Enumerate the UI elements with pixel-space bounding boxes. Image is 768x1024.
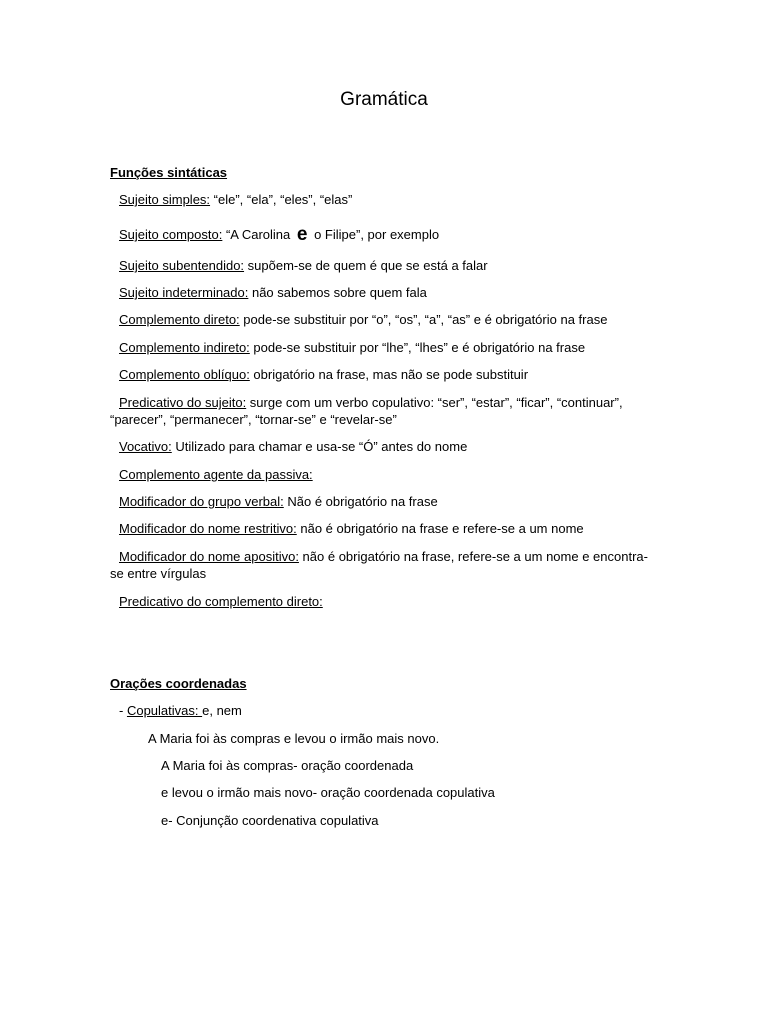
item-label: Sujeito simples: xyxy=(119,192,211,207)
page-title: Gramática xyxy=(340,89,428,110)
item-label: Complemento oblíquo: xyxy=(119,367,250,382)
emphasized-conjunction: e xyxy=(296,224,308,245)
copulativas-line xyxy=(119,702,242,719)
item-predicativo-complemento-direto xyxy=(119,593,323,610)
bullet-dash: - xyxy=(119,703,127,718)
item-sujeito-indeterminado xyxy=(119,284,427,301)
item-text: supõem-se de quem é que se está a falar xyxy=(244,258,488,273)
analysis-line: A Maria foi às compras- oração coordenada xyxy=(161,758,414,773)
item-label: Predicativo do sujeito: xyxy=(119,395,247,410)
copulativas-label: Copulativas: xyxy=(126,703,203,718)
item-label: Vocativo: xyxy=(119,439,172,454)
item-complemento-agente-passiva xyxy=(119,466,313,483)
item-modificador-nome-restritivo xyxy=(119,520,584,537)
analysis-line: e- Conjunção coordenativa copulativa xyxy=(161,813,379,828)
item-text: o Filipe”, por exemplo xyxy=(310,227,440,242)
item-complemento-obliquo xyxy=(119,366,528,383)
item-label: Sujeito composto: xyxy=(119,227,223,242)
analysis-line: e levou o irmão mais novo- oração coordenada copulativa xyxy=(161,785,495,800)
copulativas-text: e, nem xyxy=(202,703,242,718)
item-modificador-nome-apositivo-continuation: se entre vírgulas xyxy=(110,566,207,581)
item-label: Complemento direto: xyxy=(119,312,240,327)
item-text: Não é obrigatório na frase xyxy=(283,494,438,509)
item-text: não é obrigatório na frase e refere-se a um nome xyxy=(296,521,584,536)
item-text: obrigatório na frase, mas não se pode substituir xyxy=(249,367,529,382)
section-heading-oracoes: Orações coordenadas xyxy=(110,676,247,691)
item-text: surge com um verbo copulativo: “ser”, “estar”, “ficar”, “continuar”, xyxy=(246,395,623,410)
item-text: “A Carolina xyxy=(222,227,294,242)
item-label: Modificador do nome restritivo: xyxy=(119,521,297,536)
item-vocativo xyxy=(119,438,467,455)
item-modificador-nome-apositivo xyxy=(119,548,648,565)
example-sentence: A Maria foi às compras e levou o irmão mais novo. xyxy=(148,731,440,746)
item-text: não é obrigatório na frase, refere-se a um nome e encontra- xyxy=(298,549,648,564)
item-text: pode-se substituir por “o”, “os”, “a”, “as” e é obrigatório na frase xyxy=(239,312,608,327)
item-sujeito-simples xyxy=(119,191,352,208)
item-sujeito-subentendido xyxy=(119,257,488,274)
item-modificador-grupo-verbal xyxy=(119,493,438,510)
section-heading-funcoes: Funções sintáticas xyxy=(110,165,228,180)
item-predicativo-sujeito xyxy=(119,394,623,411)
item-label: Complemento indireto: xyxy=(119,340,250,355)
item-label: Sujeito subentendido: xyxy=(119,258,245,273)
item-text: Utilizado para chamar e usa-se “Ó” antes do nome xyxy=(171,439,468,454)
item-text: pode-se substituir por “lhe”, “lhes” e é obrigatório na frase xyxy=(249,340,586,355)
item-sujeito-composto xyxy=(119,226,439,243)
item-complemento-indireto xyxy=(119,339,585,356)
item-label: Sujeito indeterminado: xyxy=(119,285,249,300)
item-label: Modificador do nome apositivo: xyxy=(119,549,299,564)
item-predicativo-sujeito-continuation: “parecer”, “permanecer”, “tornar-se” e “revelar-se” xyxy=(110,412,397,427)
item-label: Complemento agente da passiva: xyxy=(119,467,313,482)
item-complemento-direto xyxy=(119,311,607,328)
item-label: Predicativo do complemento direto: xyxy=(119,594,323,609)
item-label: Modificador do grupo verbal: xyxy=(119,494,284,509)
item-text: “ele”, “ela”, “eles”, “elas” xyxy=(210,192,353,207)
item-text: não sabemos sobre quem fala xyxy=(248,285,427,300)
